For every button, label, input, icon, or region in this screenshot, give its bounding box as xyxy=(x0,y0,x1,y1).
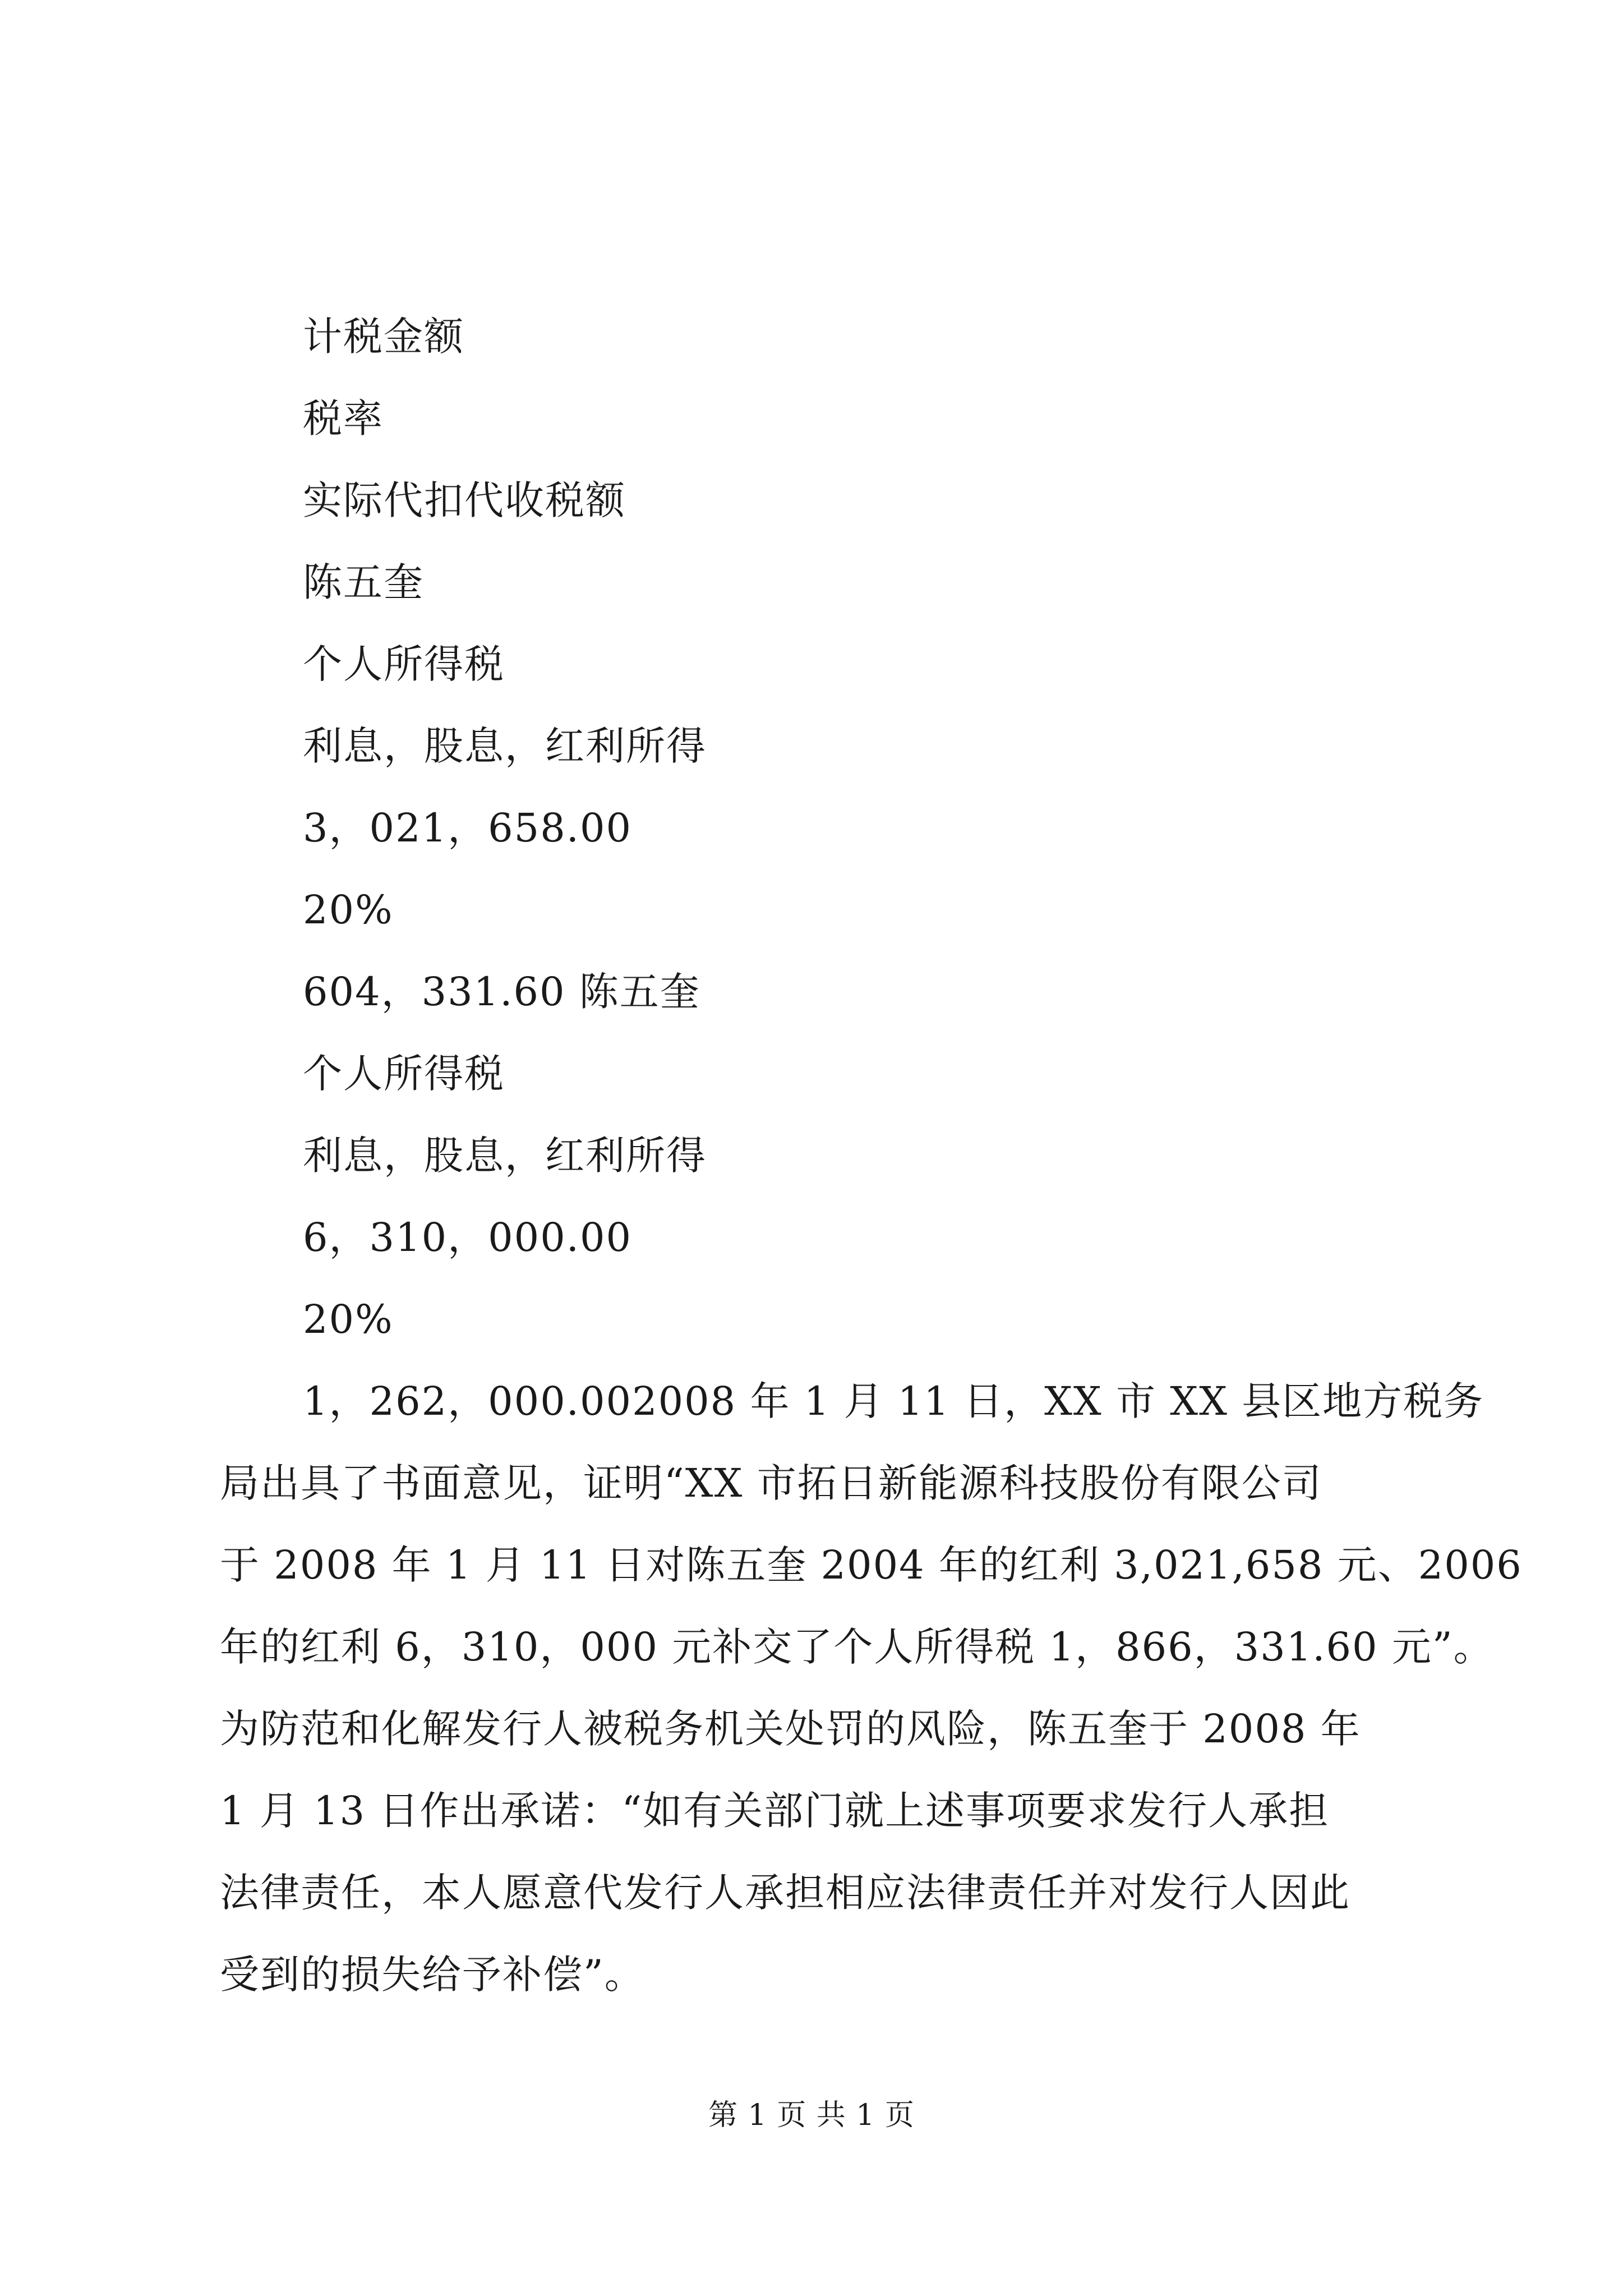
paragraph-line: 局出具了书面意见，证明“XX 市拓日新能源科技股份有限公司 xyxy=(220,1460,1322,1506)
text-line: 6，310，000.00 xyxy=(303,1214,633,1260)
paragraph-line: 为防范和化解发行人被税务机关处罚的风险，陈五奎于 2008 年 xyxy=(220,1706,1361,1752)
text-line: 陈五奎 xyxy=(303,559,424,605)
text-line: 3，021，658.00 xyxy=(303,805,633,851)
text-line: 20% xyxy=(303,887,394,933)
text-line: 个人所得税 xyxy=(303,1051,505,1097)
paragraph-line: 于 2008 年 1 月 11 日对陈五奎 2004 年的红利 3,021,658 元、2006 xyxy=(220,1542,1523,1588)
text-line: 税率 xyxy=(303,395,384,441)
paragraph-line: 1，262，000.002008 年 1 月 11 日，XX 市 XX 县区地方税务 xyxy=(303,1378,1484,1424)
text-line: 20% xyxy=(303,1296,394,1342)
paragraph-line: 1 月 13 日作出承诺：“如有关部门就上述事项要求发行人承担 xyxy=(220,1788,1330,1834)
text-line: 利息，股息，红利所得 xyxy=(303,1133,707,1179)
text-line: 604，331.60 陈五奎 xyxy=(303,969,700,1015)
text-line: 实际代扣代收税额 xyxy=(303,477,626,523)
paragraph-line: 受到的损失给予补偿”。 xyxy=(220,1952,645,1998)
text-line: 计税金额 xyxy=(303,314,464,360)
page-number-footer: 第 1 页 共 1 页 xyxy=(708,2099,915,2132)
paragraph-line: 年的红利 6，310，000 元补交了个人所得税 1，866，331.60 元”。 xyxy=(220,1624,1494,1670)
text-line: 利息，股息，红利所得 xyxy=(303,723,707,769)
paragraph-line: 法律责任，本人愿意代发行人承担相应法律责任并对发行人因此 xyxy=(220,1870,1350,1916)
text-line: 个人所得税 xyxy=(303,641,505,687)
